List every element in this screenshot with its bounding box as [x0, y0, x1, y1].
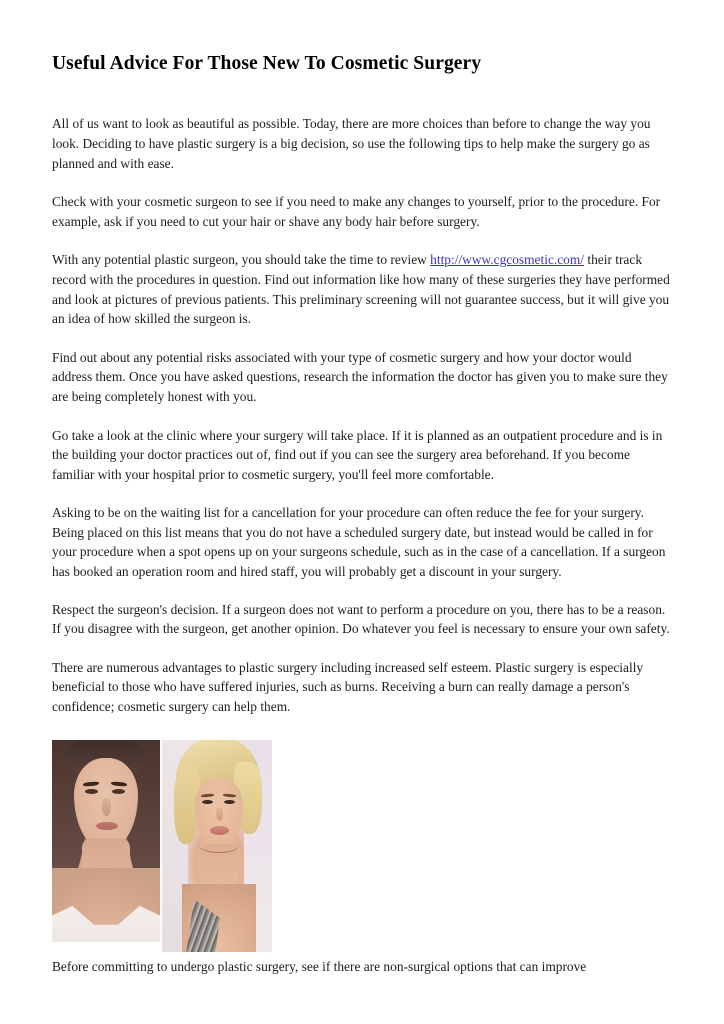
cgcosmetic-link[interactable]: http://www.cgcosmetic.com/	[430, 252, 585, 268]
paragraph-9-partial: Before committing to undergo plastic surgery, see if there are non-surgical options that can improve	[52, 958, 587, 974]
paragraph-8: There are numerous advantages to plastic surgery including increased self esteem. Plastic surgery is especially beneficial to those who have suffered injuries, such as burns. Receiving a burn can really damage a person's confidence; cosmetic surgery can help them.	[52, 659, 644, 715]
eye-left	[85, 789, 98, 794]
eyebrow-right	[223, 793, 236, 797]
before-after-photo-pair	[52, 740, 272, 952]
eye-left	[202, 800, 213, 804]
paragraph-3-text-after-link: their track record with the procedures in question. Find out information like how many of these surgeries they have performed and look at pictures of previous patients. This preliminary screening will not guarantee success, but it will give you an idea of how skilled the surgeon is.	[52, 252, 670, 327]
paragraph-6: Asking to be on the waiting list for a cancellation for your procedure can often reduce the fee for your surgery. Being placed on this list means that you do not have a scheduled surgery date, but instead would be called in for your procedure when a spot opens up on your surgeons schedule, such as in the case of a cancellation. If a surgeon has booked an operation room and hired staff, you will probably get a discount in your surgery.	[52, 505, 666, 580]
nose	[216, 807, 223, 821]
jawline	[198, 836, 240, 853]
eye-right	[224, 800, 235, 804]
paragraph-3	[52, 250, 672, 328]
page-title: Useful Advice For Those New To Cosmetic Surgery	[52, 53, 482, 74]
document-content	[52, 0, 672, 976]
eye-right	[112, 789, 125, 794]
paragraph-1: All of us want to look as beautiful as possible. Today, there are more choices than before to change the way you look. Deciding to have plastic surgery is a big decision, so use the following tips to help make the surgery go as planned and with ease.	[52, 116, 651, 171]
paragraph-3-text-before-link: With any potential plastic surgeon, you should take the time to review	[52, 252, 431, 268]
after-photo	[162, 740, 272, 952]
paragraph-7: Respect the surgeon's decision. If a surgeon does not want to perform a procedure on you, there has to be a reason. If you disagree with the surgeon, get another opinion. Do whatever you feel is necessary to ensure your own safety.	[52, 601, 670, 637]
paragraph-2: Check with your cosmetic surgeon to see if you need to make any changes to yourself, prior to the procedure. For example, ask if you need to cut your hair or shave any body hair before surgery.	[52, 194, 661, 229]
lips	[96, 822, 118, 830]
figure-before-after	[52, 740, 272, 952]
paragraph-5: Go take a look at the clinic where your surgery will take place. If it is planned as an outpatient procedure and is in the building your doctor practices out of, find out if you can see the surgery area beforehand. If you become familiar with your hospital prior to cosmetic surgery, you'll feel more comfortable.	[52, 427, 663, 482]
nose	[102, 798, 111, 816]
before-photo	[52, 740, 160, 942]
paragraph-4: Find out about any potential risks associated with your type of cosmetic surgery and how your doctor would address them. Once you have asked questions, research the information the doctor has given you to make sure they are being completely honest with you.	[52, 349, 668, 404]
lips	[210, 826, 229, 835]
